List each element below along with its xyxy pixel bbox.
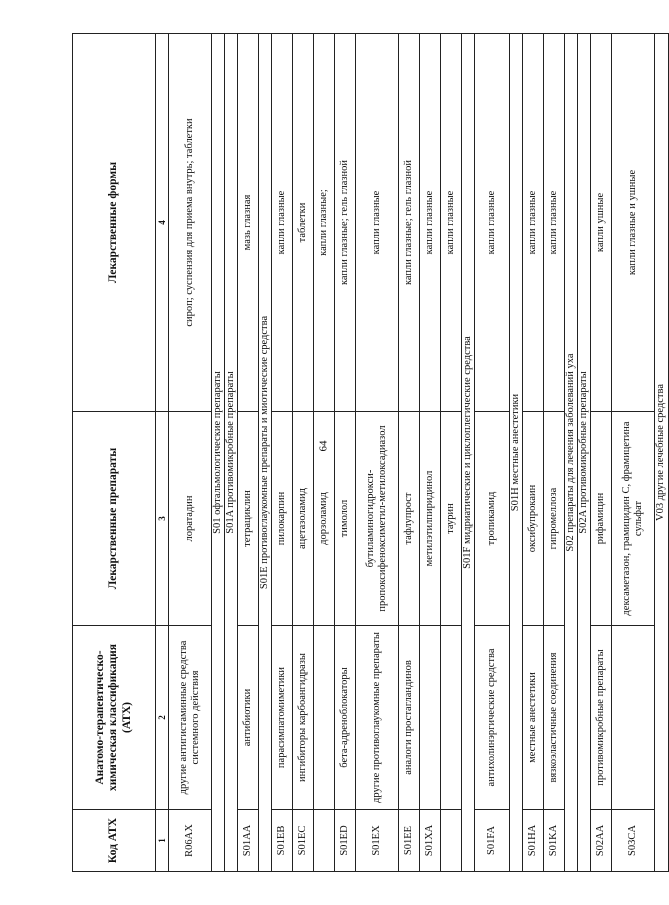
table-row: [238, 34, 259, 872]
section-row: [259, 34, 272, 872]
section-label: V03 другие лечебные средства: [655, 34, 668, 872]
atc-classification-cell: [420, 626, 441, 810]
section-row: [655, 34, 668, 872]
dosage-form-cell: сироп; суспензия для приема внутрь; таблетки: [169, 34, 212, 412]
table-body: [169, 34, 669, 872]
atc-classification-cell: антибиотики: [238, 626, 259, 810]
section-row: [462, 34, 475, 872]
drug-name-cell: тимолол: [335, 412, 356, 626]
header-atc-classification: Анатомо-терапевтическо-химическая классификация (АТХ): [73, 626, 156, 810]
column-number-row: [156, 34, 169, 872]
atc-code-cell: [314, 810, 335, 872]
drug-name-cell: дорзоламид: [314, 412, 335, 626]
atc-classification-cell: вязкоэластичные соединения: [544, 626, 565, 810]
drug-name-cell: рифамицин: [591, 412, 612, 626]
dosage-form-cell: капли глазные; гель глазной: [335, 34, 356, 412]
dosage-form-cell: капли глазные: [523, 34, 544, 412]
atc-classification-cell: антихолинэргические средства: [475, 626, 510, 810]
atc-classification-cell: парасимпатомиметики: [272, 626, 293, 810]
dosage-form-cell: таблетки: [293, 34, 314, 412]
drug-name-cell: пилокарпин: [272, 412, 293, 626]
table-row: [272, 34, 293, 872]
atc-classification-cell: местные анестетики: [523, 626, 544, 810]
atc-code-cell: S01AA: [238, 810, 259, 872]
section-row: [578, 34, 591, 872]
section-label: S01A противомикробные препараты: [225, 34, 238, 872]
dosage-form-cell: капли глазные;: [314, 34, 335, 412]
atc-code-cell: S01XA: [420, 810, 441, 872]
table-row: [356, 34, 399, 872]
table-row: [591, 34, 612, 872]
rotated-table-container: [72, 34, 667, 872]
atc-code-cell: S01EX: [356, 810, 399, 872]
section-row: [225, 34, 238, 872]
column-number: 3: [156, 412, 169, 626]
atc-code-cell: S01KA: [544, 810, 565, 872]
section-label: S01 офтальмологические препараты: [212, 34, 225, 872]
section-label: S02A противомикробные препараты: [578, 34, 591, 872]
drug-table: [72, 33, 669, 872]
atc-classification-cell: [612, 626, 655, 810]
table-row: [399, 34, 420, 872]
atc-code-cell: S01HA: [523, 810, 544, 872]
atc-classification-cell: ингибиторы карбоангидразы: [293, 626, 314, 810]
section-label: S02 препараты для лечения заболеваний уха: [565, 34, 578, 872]
section-label: S01E противоглаукомные препараты и миотические средства: [259, 34, 272, 872]
dosage-form-cell: капли глазные: [356, 34, 399, 412]
dosage-form-cell: капли глазные и ушные: [612, 34, 655, 412]
atc-code-cell: S03CA: [612, 810, 655, 872]
dosage-form-cell: капли глазные: [272, 34, 293, 412]
drug-name-cell: метилэтилпиридинол: [420, 412, 441, 626]
header-drugs: Лекарственные препараты: [73, 412, 156, 626]
table-row: [441, 34, 462, 872]
drug-name-cell: лоратадин: [169, 412, 212, 626]
drug-name-cell: бутиламиногидрокси-пропоксифеноксиметил-метилоксадиазол: [356, 412, 399, 626]
page-number: 64: [317, 440, 330, 452]
section-row: [212, 34, 225, 872]
dosage-form-cell: капли глазные: [544, 34, 565, 412]
atc-classification-cell: другие антигистаминные средства системного действия: [169, 626, 212, 810]
table-row: [335, 34, 356, 872]
table-row: [169, 34, 212, 872]
atc-code-cell: S02AA: [591, 810, 612, 872]
dosage-form-cell: капли глазные: [475, 34, 510, 412]
atc-code-cell: S01EB: [272, 810, 293, 872]
column-number: 2: [156, 626, 169, 810]
atc-code-cell: S01ED: [335, 810, 356, 872]
atc-classification-cell: противомикробные препараты: [591, 626, 612, 810]
section-label: S01F мидриатические и циклоплегические средства: [462, 34, 475, 872]
atc-code-cell: [441, 810, 462, 872]
drug-name-cell: тетрациклин: [238, 412, 259, 626]
drug-name-cell: тропикамид: [475, 412, 510, 626]
header-dosage-forms: Лекарственные формы: [73, 34, 156, 412]
section-row: [510, 34, 523, 872]
table-row: [523, 34, 544, 872]
table-row: [475, 34, 510, 872]
drug-name-cell: оксибупрокаин: [523, 412, 544, 626]
atc-classification-cell: аналоги простагландинов: [399, 626, 420, 810]
dosage-form-cell: капли глазные; гель глазной: [399, 34, 420, 412]
atc-classification-cell: другие противоглаукомные препараты: [356, 626, 399, 810]
dosage-form-cell: капли глазные: [420, 34, 441, 412]
table-row: [420, 34, 441, 872]
atc-classification-cell: [441, 626, 462, 810]
drug-name-cell: гипромеллоза: [544, 412, 565, 626]
table-row: [293, 34, 314, 872]
header-atc-code: Код АТХ: [73, 810, 156, 872]
section-label: S01H местные анестетики: [510, 34, 523, 872]
drug-name-cell: ацетазоламид: [293, 412, 314, 626]
drug-name-cell: таурин: [441, 412, 462, 626]
atc-code-cell: S01EC: [293, 810, 314, 872]
table-header-row: [73, 34, 156, 872]
atc-code-cell: R06AX: [169, 810, 212, 872]
atc-code-cell: S01FA: [475, 810, 510, 872]
table-row: [612, 34, 655, 872]
table-row: [544, 34, 565, 872]
column-number: 4: [156, 34, 169, 412]
atc-classification-cell: [314, 626, 335, 810]
dosage-form-cell: мазь глазная: [238, 34, 259, 412]
atc-code-cell: S01EE: [399, 810, 420, 872]
dosage-form-cell: капли ушные: [591, 34, 612, 412]
dosage-form-cell: капли глазные: [441, 34, 462, 412]
table-row: [314, 34, 335, 872]
drug-name-cell: дексаметазон, грамицидин С, фрамицетина сульфат: [612, 412, 655, 626]
drug-name-cell: тафлупрост: [399, 412, 420, 626]
column-number: 1: [156, 810, 169, 872]
section-row: [565, 34, 578, 872]
atc-classification-cell: бета-адреноблокаторы: [335, 626, 356, 810]
